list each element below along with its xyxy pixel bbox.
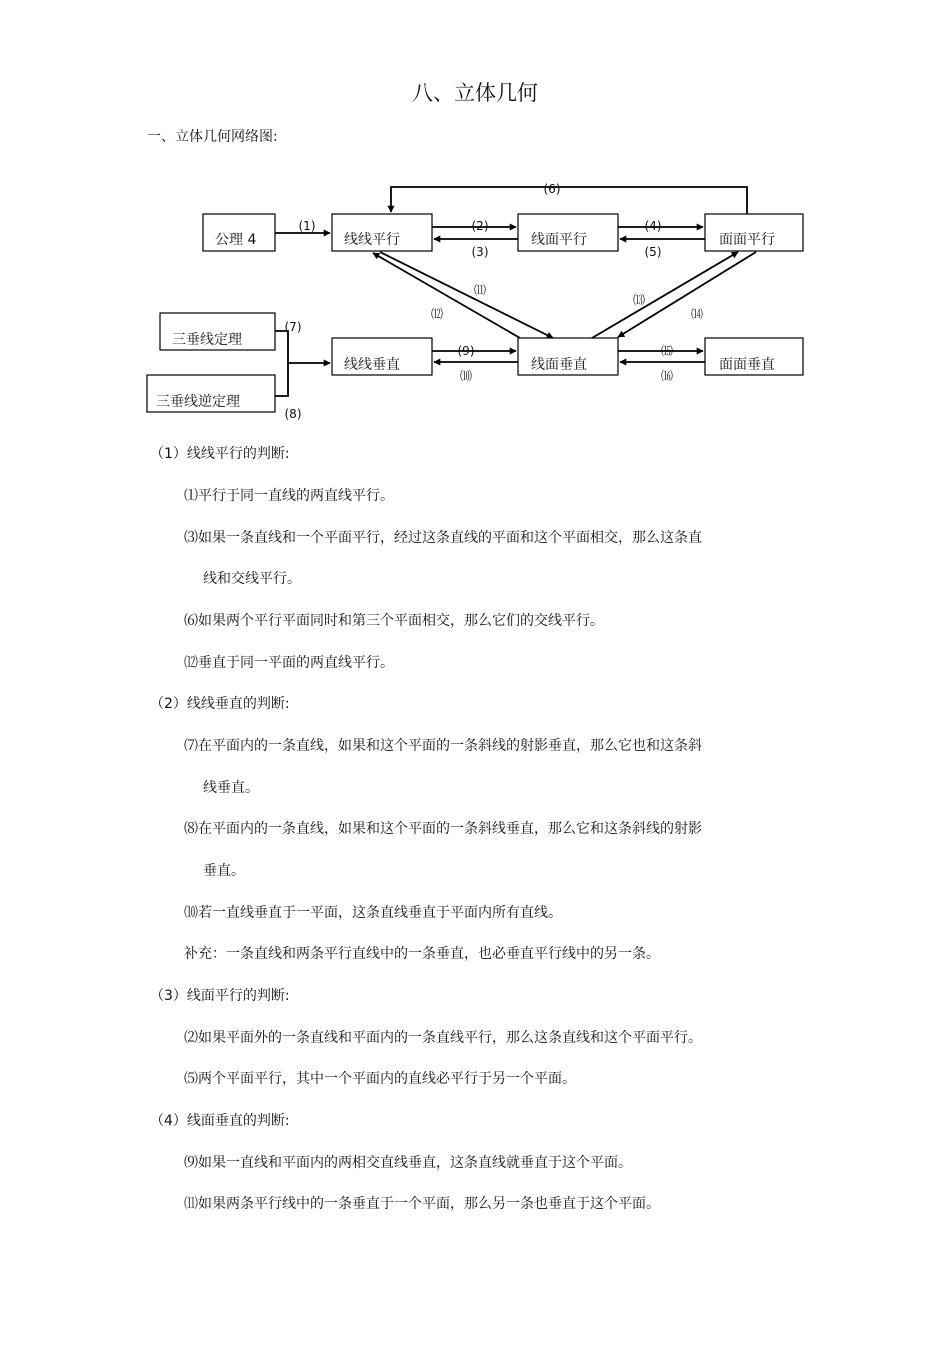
box-xianmian-chuizhi-label: 线面垂直 (531, 357, 587, 373)
label-7: (7) (284, 320, 302, 334)
box-mianmian-chuizhi-label: 面面垂直 (719, 357, 775, 373)
arrow-6 (391, 187, 747, 214)
label-9: (9) (457, 344, 475, 358)
geometry-network-diagram (0, 170, 950, 430)
box-xianxian-chuizhi-label: 线线垂直 (344, 357, 400, 373)
theorem-item: ⑼如果一直线和平面内的两相交直线垂直，这条直线就垂直于这个平面。 (184, 1155, 632, 1171)
box-sanchuixian-dingli-label: 三垂线定理 (172, 332, 242, 348)
theorem-item: ⑿垂直于同一平面的两直线平行。 (184, 655, 394, 671)
label-1: (1) (298, 219, 316, 233)
label-12: ⑿ (430, 307, 444, 321)
label-6: (6) (543, 182, 561, 196)
label-16: ⒃ (660, 369, 674, 383)
box-mianmian-pingxing-label: 面面平行 (719, 232, 775, 248)
supplement-note: 补充：一条直线和两条平行直线中的一条垂直，也必垂直平行线中的另一条。 (184, 946, 660, 962)
theorem-item: ⑾如果两条平行线中的一条垂直于一个平面，那么另一条也垂直于这个平面。 (184, 1196, 660, 1212)
theorem-item: ⑽若一直线垂直于一平面，这条直线垂直于平面内所有直线。 (184, 905, 562, 921)
page-title: 八、立体几何 (412, 81, 538, 105)
theorem-item: ⑵如果平面外的一条直线和平面内的一条直线平行，那么这条直线和这个平面平行。 (184, 1030, 702, 1046)
label-8: (8) (284, 407, 302, 421)
label-10: ⑽ (459, 369, 473, 383)
arrow-12 (373, 253, 520, 338)
subsection-heading: （3）线面平行的判断: (150, 988, 290, 1004)
theorem-item: ⑺在平面内的一条直线，如果和这个平面的一条斜线的射影垂直，那么它也和这条斜 (184, 738, 702, 754)
label-3: (3) (471, 245, 489, 259)
label-14: ⒁ (690, 307, 704, 321)
box-sanchuixian-nidingli-label: 三垂线逆定理 (156, 394, 240, 410)
bracket-7-8 (275, 331, 288, 396)
arrow-11 (380, 252, 553, 338)
theorem-item: ⑹如果两个平行平面同时和第三个平面相交，那么它们的交线平行。 (184, 613, 604, 629)
subsection-heading: （4）线面垂直的判断: (150, 1113, 290, 1129)
theorem-item: ⑶如果一条直线和一个平面平行，经过这条直线的平面和这个平面相交，那么这条直 (184, 530, 702, 546)
box-gongli4-label: 公理 4 (215, 232, 257, 248)
theorem-item-continuation: 垂直。 (203, 863, 245, 879)
section-heading: 一、立体几何网络图: (147, 129, 278, 145)
label-11: ⑾ (473, 283, 487, 297)
arrow-13 (592, 252, 738, 338)
label-5: (5) (644, 245, 662, 259)
theorem-item: ⑻在平面内的一条直线，如果和这个平面的一条斜线垂直，那么它和这条斜线的射影 (184, 821, 702, 837)
label-4: (4) (644, 219, 662, 233)
label-15: ⒂ (660, 344, 674, 358)
subsection-heading: （2）线线垂直的判断: (150, 696, 290, 712)
theorem-item-continuation: 线和交线平行。 (203, 571, 301, 587)
label-2: (2) (471, 219, 489, 233)
box-xianmian-pingxing-label: 线面平行 (531, 232, 587, 248)
subsection-heading: （1）线线平行的判断: (150, 446, 290, 462)
theorem-item: ⑴平行于同一直线的两直线平行。 (184, 488, 394, 504)
theorem-item: ⑸两个平面平行，其中一个平面内的直线必平行于另一个平面。 (184, 1071, 576, 1087)
box-xianxian-pingxing-label: 线线平行 (344, 232, 400, 248)
theorem-item-continuation: 线垂直。 (203, 780, 259, 796)
label-13: ⒀ (632, 293, 646, 307)
